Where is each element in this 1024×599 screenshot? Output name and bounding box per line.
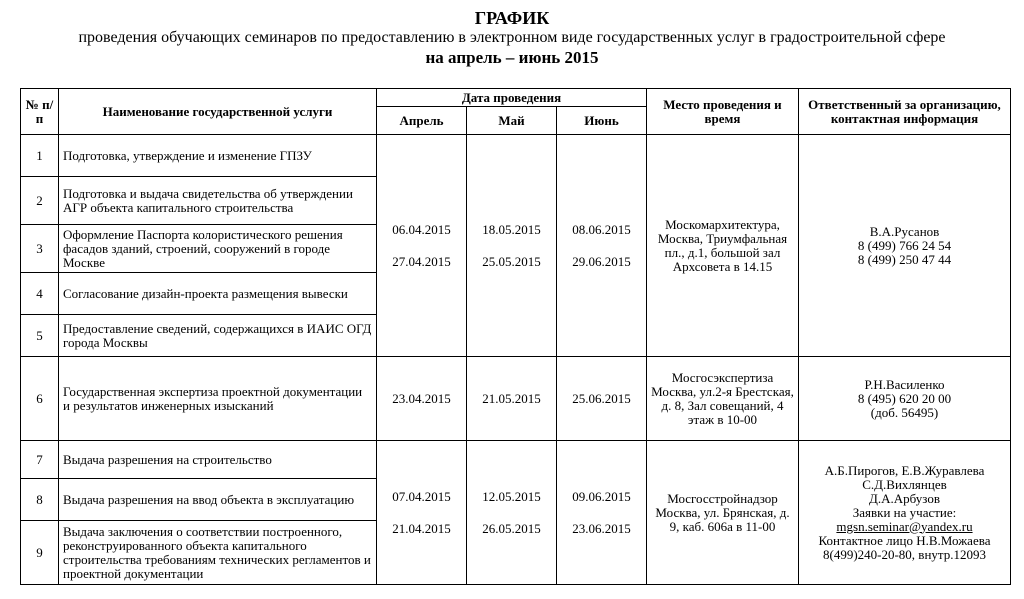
date-value: 23.04.2015 xyxy=(392,390,451,406)
row-service-name: Государственная экспертиза проектной документации и результатов инженерных изысканий xyxy=(59,357,377,441)
date-value: 18.05.2015 xyxy=(482,221,541,237)
header-april: Апрель xyxy=(377,107,467,135)
header-dates: Дата проведения xyxy=(377,89,647,107)
date-value: 23.06.2015 xyxy=(572,520,631,536)
place-cell: Мосгосстройнадзор Москва, ул. Брянская, д. 9, каб. 606а в 11-00 xyxy=(647,441,799,585)
row-num: 2 xyxy=(21,177,59,225)
responsible-cell xyxy=(799,357,1011,441)
phone-extension: (доб. 56495) xyxy=(870,404,939,420)
june-dates xyxy=(557,135,647,357)
june-dates xyxy=(557,357,647,441)
header-place: Место проведения и время xyxy=(647,89,799,135)
date-value: 09.06.2015 xyxy=(572,488,631,504)
date-value: 06.04.2015 xyxy=(392,221,451,237)
phone-number: 8 (495) 620 20 00 xyxy=(857,390,952,406)
date-value: 26.05.2015 xyxy=(482,520,541,536)
contact-person: Контактное лицо Н.В.Можаева xyxy=(818,532,991,548)
may-dates xyxy=(467,135,557,357)
phone-number: 8 (499) 250 47 44 xyxy=(857,251,952,267)
row-num: 8 xyxy=(21,479,59,521)
table-row xyxy=(21,135,1011,177)
row-service-name: Выдача разрешения на ввод объекта в эксплуатацию xyxy=(59,479,377,521)
row-service-name: Подготовка, утверждение и изменение ГПЗУ xyxy=(59,135,377,177)
header-may: Май xyxy=(467,107,557,135)
responsible-cell xyxy=(799,441,1011,585)
header-service-name: Наименование государственной услуги xyxy=(59,89,377,135)
date-value: 25.05.2015 xyxy=(482,253,541,269)
responsible-cell xyxy=(799,135,1011,357)
april-dates xyxy=(377,135,467,357)
date-value: 08.06.2015 xyxy=(572,221,631,237)
date-value: 21.04.2015 xyxy=(392,520,451,536)
header-responsible: Ответственный за организацию, контактная информация xyxy=(799,89,1011,135)
april-dates xyxy=(377,441,467,585)
date-value: 27.04.2015 xyxy=(392,253,451,269)
document-header xyxy=(0,0,1024,68)
place-cell: Москомархитектура, Москва, Триумфальная пл., д.1, большой зал Архсовета в 14.15 xyxy=(647,135,799,357)
row-service-name: Подготовка и выдача свидетельства об утверждении АГР объекта капитального строительства xyxy=(59,177,377,225)
april-dates xyxy=(377,357,467,441)
may-dates xyxy=(467,357,557,441)
header-num: № п/п xyxy=(21,89,59,135)
email-link[interactable]: mgsn.seminar@yandex.ru xyxy=(836,518,973,534)
row-num: 1 xyxy=(21,135,59,177)
row-service-name: Предоставление сведений, содержащихся в ИАИС ОГД города Москвы xyxy=(59,315,377,357)
date-value: 25.06.2015 xyxy=(572,390,631,406)
row-num: 7 xyxy=(21,441,59,479)
row-num: 4 xyxy=(21,273,59,315)
date-value: 21.05.2015 xyxy=(482,390,541,406)
place-cell: Мосгосэкспертиза Москва, ул.2-я Брестская, д. 8, Зал совещаний, 4 этаж в 10-00 xyxy=(647,357,799,441)
june-dates xyxy=(557,441,647,585)
row-service-name: Согласование дизайн-проекта размещения вывески xyxy=(59,273,377,315)
row-service-name: Оформление Паспорта колористического решения фасадов зданий, строений, сооружений в городе Москве xyxy=(59,225,377,273)
responsible-person: А.Б.Пирогов, Е.В.Журавлева xyxy=(824,462,985,478)
phone-number: 8 (499) 766 24 54 xyxy=(857,237,952,253)
header-june: Июнь xyxy=(557,107,647,135)
table-row xyxy=(21,441,1011,479)
row-num: 3 xyxy=(21,225,59,273)
phone-number: 8(499)240-20-80, внутр.12093 xyxy=(822,546,986,562)
applications-label: Заявки на участие: xyxy=(852,504,957,520)
row-num: 6 xyxy=(21,357,59,441)
document-title: ГРАФИК xyxy=(474,8,550,28)
table-row xyxy=(21,357,1011,441)
date-value: 12.05.2015 xyxy=(482,488,541,504)
responsible-person: С.Д.Вихлянцев xyxy=(862,476,947,492)
row-service-name: Выдача разрешения на строительство xyxy=(59,441,377,479)
row-num: 9 xyxy=(21,521,59,585)
responsible-person: Р.Н.Василенко xyxy=(864,376,945,392)
document-subtitle: проведения обучающих семинаров по предоставлению в электронном виде государственных услуг в градостроительной сфере xyxy=(78,29,946,46)
schedule-table xyxy=(20,88,1011,585)
responsible-person: Д.А.Арбузов xyxy=(869,490,940,506)
row-num: 5 xyxy=(21,315,59,357)
date-value: 29.06.2015 xyxy=(572,253,631,269)
row-service-name: Выдача заключения о соответствии построенного, реконструированного объекта капитального строительства требованиям технических регламентов и проектной документации xyxy=(59,521,377,585)
may-dates xyxy=(467,441,557,585)
document-period: на апрель – июнь 2015 xyxy=(425,48,599,67)
responsible-person: В.А.Русанов xyxy=(869,223,940,239)
date-value: 07.04.2015 xyxy=(392,488,451,504)
